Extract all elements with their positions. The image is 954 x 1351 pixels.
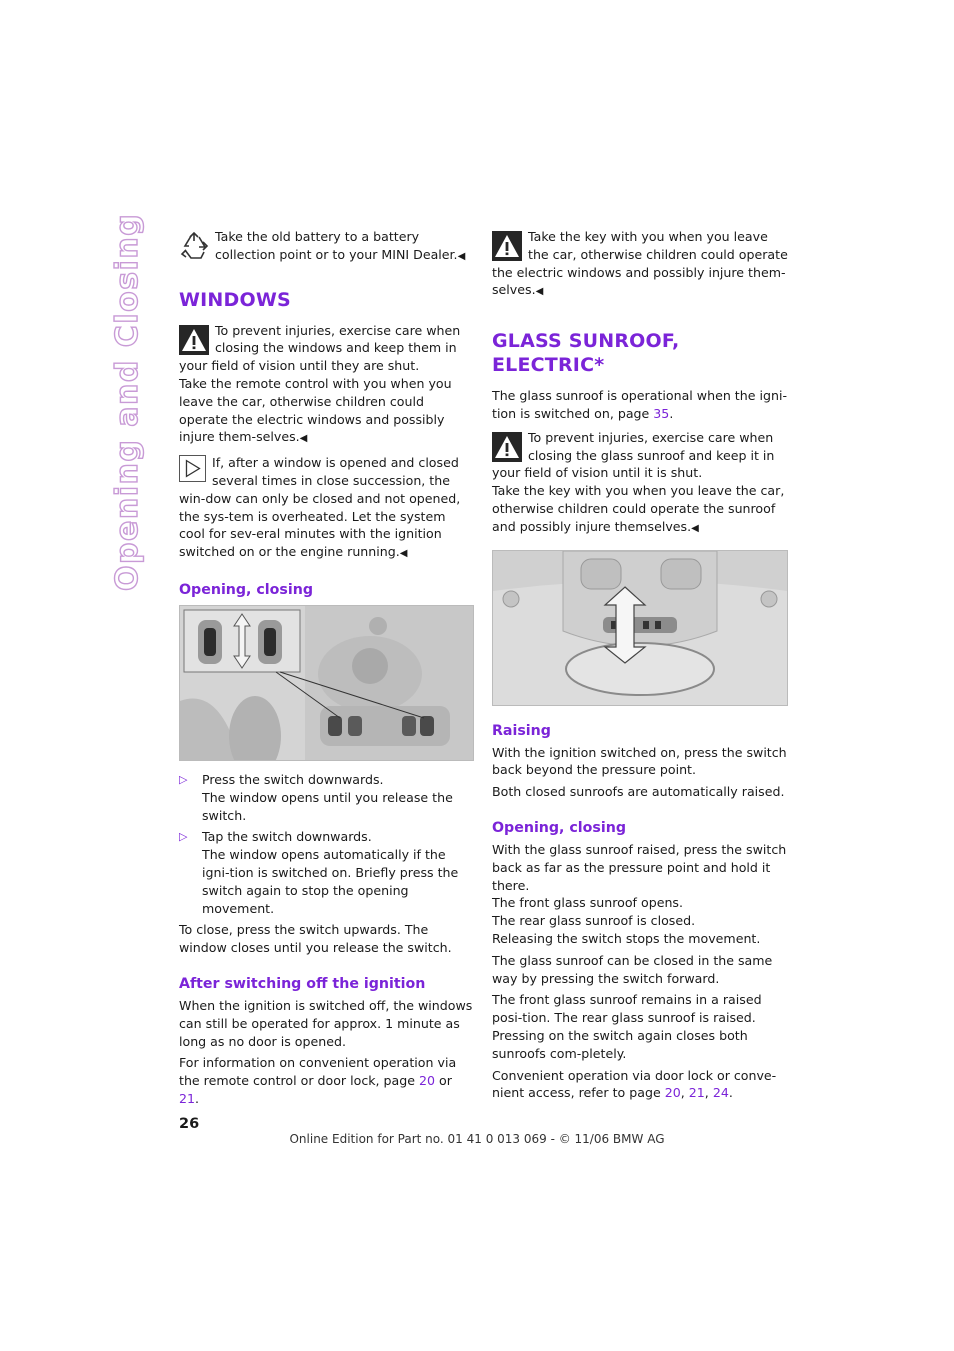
- oc-text-3: The rear glass sunroof is closed.: [492, 913, 696, 929]
- operational-text: The glass sunroof is operational when the igni-tion is switched on, page 35.: [492, 388, 787, 421]
- end-marker-icon: ◀: [457, 250, 466, 262]
- bullet-arrow-icon: ▷: [179, 772, 188, 786]
- page-link-35[interactable]: 35: [653, 405, 670, 421]
- warning-icon: [492, 231, 522, 261]
- window-switch-illustration: [180, 606, 473, 760]
- page-link-24[interactable]: 24: [712, 1085, 729, 1101]
- key-warning: Take the key with you when you leave the car, otherwise children could operate the electric windows and possibly injure them-selves.◀: [492, 229, 788, 298]
- right-column: [492, 228, 788, 1106]
- opening-steps: [179, 771, 473, 917]
- convenient-text: Convenient operation via door lock or conve-nient access, refer to page 20, 21, 24.: [492, 1067, 777, 1101]
- page-link-20[interactable]: 20: [664, 1085, 681, 1101]
- end-marker-icon: ◀: [399, 548, 408, 560]
- end-marker-icon: ◀: [691, 522, 699, 534]
- warning-icon: [179, 325, 209, 355]
- after-ignition-heading: After switching off the ignition: [179, 975, 426, 992]
- window-switch-figure: [179, 605, 474, 761]
- info-text: For information on convenient operation via the remote control or door lock, page 20 or 21.: [179, 1055, 457, 1106]
- sunroof-warning: To prevent injuries, exercise care when closing the glass sunroof and keep it in your field of vision until it is shut. Take the key with you when you leave the car, otherwise children could operate the sunroof and possibly injure themselves.◀: [492, 429, 785, 534]
- raising-heading: Raising: [492, 722, 551, 739]
- page-link-21[interactable]: 21: [179, 1090, 196, 1106]
- end-marker-icon: ◀: [299, 433, 308, 445]
- warning-icon: [492, 432, 522, 462]
- battery-note: Take the old battery to a battery collection point or to your MINI Dealer.◀: [179, 228, 473, 266]
- recycle-icon: [179, 231, 209, 261]
- oc-text-2: The front glass sunroof opens.: [492, 895, 683, 911]
- close-text: To close, press the switch upwards. The window closes until you release the switch.: [179, 922, 452, 956]
- end-marker-icon: ◀: [535, 286, 544, 298]
- page-link-21[interactable]: 21: [688, 1085, 705, 1101]
- footer-edition: Online Edition for Part no. 01 41 0 013 069 - © 11/06 BMW AG: [289, 1132, 665, 1146]
- sunroof-switch-illustration: [493, 551, 787, 705]
- overheat-note: If, after a window is opened and closed several times in close succession, the win-dow can only be closed and not opened, the sys-tem is overheated. Let the system cool for sev-eral minutes with the ignition switched on or the engine running.◀: [179, 455, 461, 560]
- page-link-20[interactable]: 20: [419, 1073, 436, 1089]
- side-section-title: Opening and Closing: [110, 212, 146, 592]
- sunroof-switch-figure: [492, 550, 788, 706]
- raising-text: With the ignition switched on, press the switch back beyond the pressure point.: [492, 744, 787, 778]
- oc-text-6: The front glass sunroof remains in a raised posi-tion. The rear glass sunroof is raised. Pressing on the switch again closes both sunroofs com-pletely.: [492, 992, 762, 1061]
- opening-closing-heading: Opening, closing: [179, 581, 313, 598]
- step-item: ▷ Press the switch downwards. The window opens until you release the switch.: [179, 771, 453, 823]
- raising-text-2: Both closed sunroofs are automatically raised.: [492, 784, 785, 800]
- sunroof-opening-closing-heading: Opening, closing: [492, 819, 626, 836]
- oc-text-5: The glass sunroof can be closed in the same way by pressing the switch forward.: [492, 952, 773, 986]
- windows-warning: To prevent injuries, exercise care when closing the windows and keep them in your field of vision until they are shut. Take the remote control with you when you leave the car, otherwise children could operate the electric windows and possibly injure them-selves.◀: [179, 322, 461, 445]
- step-item: ▷ Tap the switch downwards. The window opens automatically if the igni-tion is switched on. Briefly press the switch again to stop the opening movement.: [179, 829, 459, 916]
- oc-text-4: Releasing the switch stops the movement.: [492, 930, 761, 946]
- sunroof-heading: GLASS SUNROOF, ELECTRIC*: [492, 330, 680, 377]
- after-ignition-text: When the ignition is switched off, the windows can still be operated for approx. 1 minute as long as no door is opened.: [179, 997, 473, 1049]
- windows-heading: WINDOWS: [179, 288, 291, 311]
- oc-text-1: With the glass sunroof raised, press the switch back as far as the pressure point and hold it there.: [492, 841, 787, 893]
- bullet-arrow-icon: ▷: [179, 830, 188, 844]
- page-number: 26: [179, 1116, 200, 1132]
- left-column: [179, 228, 473, 1112]
- info-arrow-icon: [179, 455, 206, 482]
